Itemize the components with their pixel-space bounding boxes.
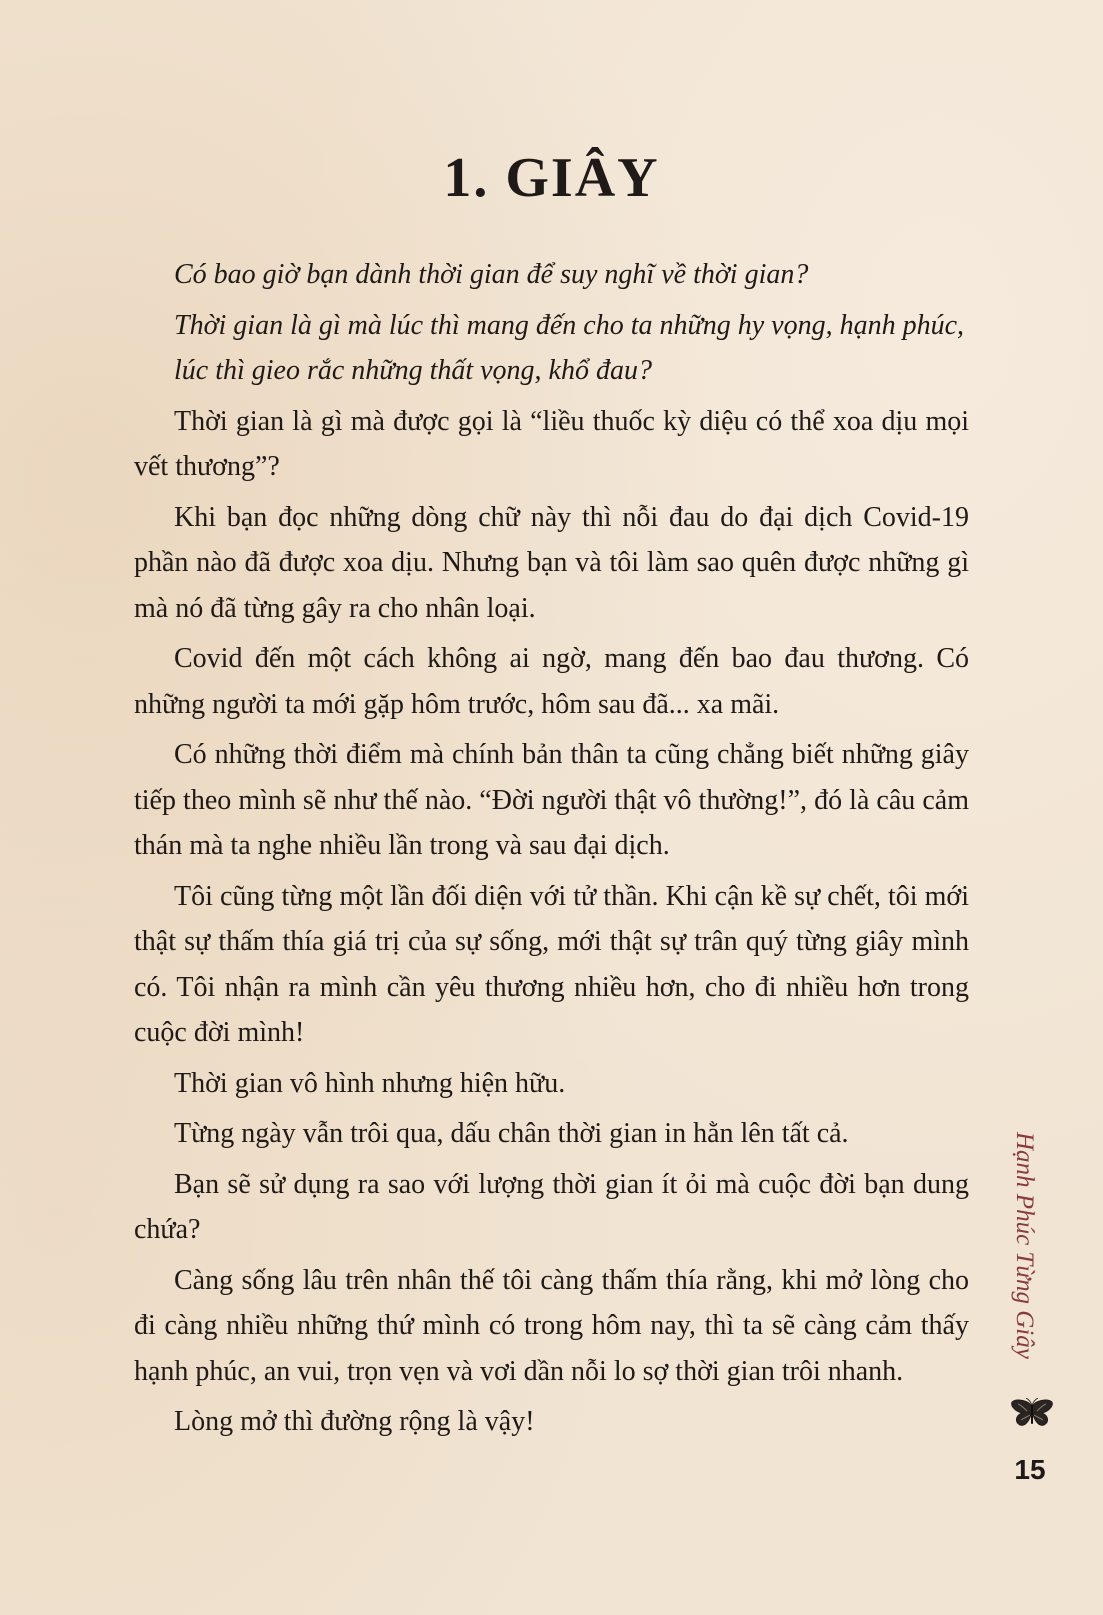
paragraph-11: Càng sống lâu trên nhân thế tôi càng thấm thía rằng, khi mở lòng cho đi càng nhiều những thứ mình có trong hôm nay, thì ta sẽ càng cảm thấy hạnh phúc, an vui, trọn vẹn và vơi dần nỗi lo sợ thời gian trôi nhanh. (134, 1264, 969, 1387)
paragraph-6: Có những thời điểm mà chính bản thân ta cũng chẳng biết những giây tiếp theo mình sẽ như thế nào. “Đời người thật vô thường!”, đó là câu cảm thán mà ta nghe nhiều lần trong và sau đại dịch. (134, 739, 969, 861)
page-number: 15 (1014, 1454, 1046, 1485)
paragraph-8: Thời gian vô hình nhưng hiện hữu. (174, 1067, 566, 1099)
paragraph-10: Bạn sẽ sử dụng ra sao với lượng thời gian ít ỏi mà cuộc đời bạn dung chứa? (134, 1168, 969, 1245)
chapter-body (134, 252, 969, 1450)
paragraph-12: Lòng mở thì đường rộng là vậy! (174, 1406, 535, 1437)
paragraph-3: Thời gian là gì mà được gọi là “liều thuốc kỳ diệu có thể xoa dịu mọi vết thương”? (134, 405, 969, 482)
butterfly-icon (1010, 1398, 1054, 1430)
paragraph-9: Từng ngày vẫn trôi qua, dấu chân thời gian in hằn lên tất cả. (174, 1118, 849, 1149)
paragraph-1: Có bao giờ bạn dành thời gian để suy nghĩ về thời gian? (174, 259, 809, 290)
chapter-title: 1. GIÂY (443, 147, 660, 209)
running-book-title: Hạnh Phúc Từng Giây (1011, 1132, 1038, 1359)
paragraph-7: Tôi cũng từng một lần đối diện với tử thần. Khi cận kề sự chết, tôi mới thật sự thấm thía giá trị của sự sống, mới thật sự trân quý từng giây mình có. Tôi nhận ra mình cần yêu thương nhiều hơn, cho đi nhiều hơn trong cuộc đời mình! (134, 880, 969, 1048)
paragraph-4: Khi bạn đọc những dòng chữ này thì nỗi đau do đại dịch Covid-19 phần nào đã được xoa dịu. Nhưng bạn và tôi làm sao quên được những gì mà nó đã từng gây ra cho nhân loại. (134, 501, 969, 624)
paragraph-5: Covid đến một cách không ai ngờ, mang đến bao đau thương. Có những người ta mới gặp hôm trước, hôm sau đã... xa mãi. (134, 643, 969, 720)
paragraph-2: Thời gian là gì mà lúc thì mang đến cho ta những hy vọng, hạnh phúc, lúc thì gieo rắc những thất vọng, khổ đau? (174, 309, 965, 386)
